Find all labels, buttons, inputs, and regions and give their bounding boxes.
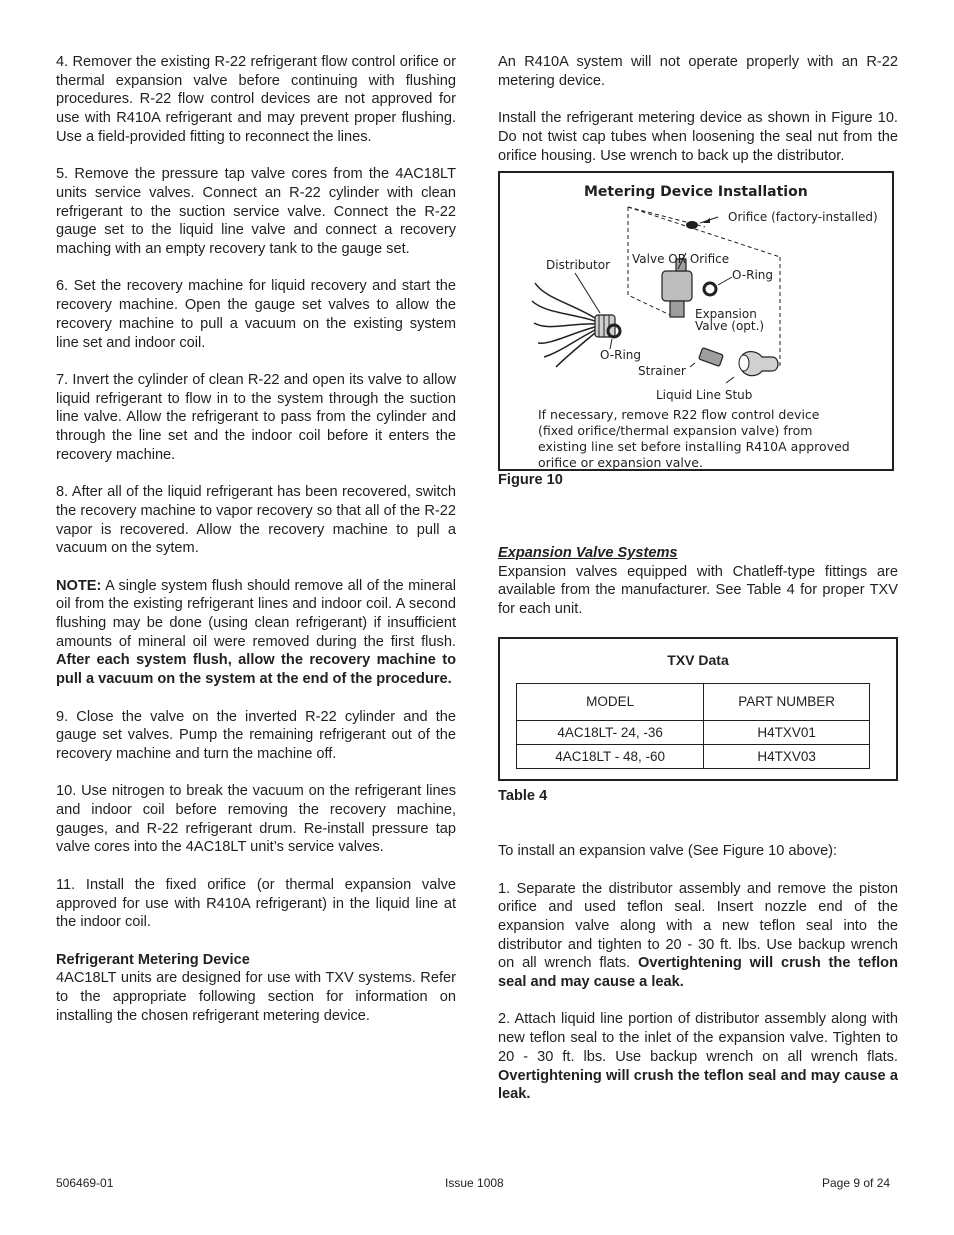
txv-data-table bbox=[516, 683, 870, 769]
figure-note-line-1: If necessary, remove R22 flow control device bbox=[538, 407, 820, 423]
label-strainer: Strainer bbox=[638, 364, 686, 379]
figure-note-line-2: (fixed orifice/thermal expansion valve) from bbox=[538, 423, 813, 439]
note-text: A single system flush should remove all of the mineral oil from the existing refrigerant lines and indoor coil. A second flushing may be done (using clean refrigerant) if insufficient amounts of mineral oil were removed during the first flush. bbox=[56, 577, 456, 650]
metering-device-diagram bbox=[500, 173, 896, 473]
footer-page-number: Page 9 of 24 bbox=[822, 1176, 891, 1190]
right-column bbox=[498, 53, 898, 1104]
r410a-paragraph: An R410A system will not operate properly with an R-22 metering device. bbox=[498, 54, 898, 89]
o-ring-top-icon bbox=[704, 277, 732, 295]
metering-section bbox=[56, 951, 456, 1026]
install-step-1-text: 1. Separate the distributor assembly and remove the piston orifice and used teflon seal. Insert nozzle end of the expansion valve along with a new teflon seal into the distributor and tighten to 20 - 30 ft. lbs. Use backup wrench on all wrench flats. bbox=[498, 880, 898, 972]
expansion-valve-text: Expansion valves equipped with Chatleff-type fittings are available from the manufacturer. See Table 4 for proper TXV for each unit. bbox=[498, 563, 898, 618]
distributor-tubes-icon bbox=[532, 283, 595, 367]
orifice-icon bbox=[686, 217, 718, 229]
table-4-caption: Table 4 bbox=[498, 788, 548, 805]
step-8-paragraph: 8. After all of the liquid refrigerant has been recovered, switch the recovery machine to vapor recovery so that all of the R-22 vapor is recovered. Allow the recovery machine to pull a vacuum on the sytem. bbox=[56, 484, 456, 557]
install-step-2-paragraph bbox=[498, 1010, 898, 1104]
figure-note-line-4: orifice or expansion valve. bbox=[538, 455, 703, 471]
table-row bbox=[517, 745, 870, 769]
label-valve-or-orifice: Valve OR Orifice bbox=[632, 252, 730, 267]
figure-title: Metering Device Installation bbox=[584, 184, 808, 201]
table-4-box bbox=[498, 637, 898, 781]
label-liquid-line-stub: Liquid Line Stub bbox=[656, 388, 753, 403]
step-6-paragraph: 6. Set the recovery machine for liquid recovery and start the recovery machine. Open the gauge set valves to allow the recovery machine to pull a vacuum on the existing system line set and indoor coil. bbox=[56, 278, 456, 351]
install-step-2-warning: Overtightening will crush the teflon seal and may cause a leak. bbox=[498, 1067, 898, 1103]
expansion-valve-section bbox=[498, 544, 898, 619]
figure-10-caption: Figure 10 bbox=[498, 472, 563, 489]
footer-issue: Issue 1008 bbox=[445, 1176, 504, 1190]
liquid-line-stub-icon bbox=[726, 352, 778, 383]
cell-part-number: H4TXV03 bbox=[704, 745, 870, 769]
install-step-2-text: 2. Attach liquid line portion of distributor assembly along with new teflon seal to the inlet of the expansion valve. Tighten to 20 - 30 ft. lbs. Use backup wrench on all wrench flats. bbox=[498, 1011, 898, 1065]
to-install-paragraph: To install an expansion valve (See Figure 10 above): bbox=[498, 843, 838, 860]
table-header-row bbox=[517, 684, 870, 721]
note-label: NOTE: bbox=[56, 577, 102, 594]
strainer-icon bbox=[690, 348, 723, 367]
step-5-paragraph: 5. Remove the pressure tap valve cores from the 4AC18LT units service valves. Connect an R-22 cylinder with clean refrigerant to the suction service valve. Connect the R-22 gauge set to the liquid line valve and connect a recovery maching with an empty recovery tank to the gauge set. bbox=[56, 166, 456, 258]
figure-note-line-3: existing line set before installing R410A approved bbox=[538, 439, 850, 455]
step-7-paragraph: 7. Invert the cylinder of clean R-22 and open its valve to allow liquid refrigerant to flow in to the system through the suction line valve. Allow the refrigerant to pass from the cylinder and through the line set and the indoor coil before it enters the recovery machine. bbox=[56, 371, 456, 463]
table-title: TXV Data bbox=[667, 652, 729, 669]
expansion-valve-heading: Expansion Valve Systems bbox=[498, 544, 678, 561]
step-11-paragraph: 11. Install the fixed orifice (or thermal expansion valve approved for use with R410A refrigerant) in the liquid line at the indoor coil. bbox=[56, 876, 456, 931]
step-10-paragraph: 10. Use nitrogen to break the vacuum on the refrigerant lines and indoor coil before removing the recovery machine, gauges, and R-22 refrigerant drum. Re-install pressure tap valve cores into the 4AC18LT unit’s service valves. bbox=[56, 783, 456, 856]
label-o-ring-top: O-Ring bbox=[732, 268, 774, 283]
left-column bbox=[56, 53, 456, 1025]
note-bold-text: After each system flush, allow the recovery machine to pull a vacuum on the system at the end of the procedure. bbox=[56, 652, 456, 688]
label-distributor: Distributor bbox=[546, 258, 611, 273]
label-expansion: Expansion bbox=[695, 307, 757, 322]
label-o-ring-bottom: O-Ring bbox=[600, 348, 642, 363]
table-row bbox=[517, 721, 870, 745]
step-9-paragraph: 9. Close the valve on the inverted R-22 cylinder and the gauge set valves. Pump the remaining refrigerant out of the recovery machine and turn the machine off. bbox=[56, 708, 456, 762]
metering-heading: Refrigerant Metering Device bbox=[56, 951, 250, 968]
step-4-paragraph: 4. Remover the existing R-22 refrigerant flow control orifice or thermal expansion valve before continuing with flushing procedures. R-22 flow control devices are not approved for use with R410A refrigerant and may prevent proper flushing. Use a field-provided fitting to reconnect the lines. bbox=[56, 54, 456, 145]
label-valve-opt: Valve (opt.) bbox=[695, 319, 765, 334]
cell-model: 4AC18LT - 48, -60 bbox=[517, 745, 704, 769]
note-paragraph bbox=[56, 577, 456, 689]
label-orifice-factory: Orifice (factory-installed) bbox=[728, 210, 878, 225]
install-step-1-paragraph bbox=[498, 880, 898, 992]
header-model: MODEL bbox=[517, 684, 704, 721]
figure-10-box bbox=[498, 171, 894, 471]
footer-doc-number: 506469-01 bbox=[56, 1176, 114, 1190]
metering-text: 4AC18LT units are designed for use with TXV systems. Refer to the appropriate following section for information on installing the chosen refrigerant metering device. bbox=[56, 970, 456, 1024]
install-paragraph: Install the refrigerant metering device as shown in Figure 10. Do not twist cap tubes when loosening the seal nut from the orifice housing. Use wrench to back up the distributor. bbox=[498, 110, 898, 164]
install-step-1-warning: Overtightening will crush the teflon seal and may cause a leak. bbox=[498, 955, 898, 991]
cell-part-number: H4TXV01 bbox=[704, 721, 870, 745]
header-part-number: PART NUMBER bbox=[704, 684, 870, 721]
cell-model: 4AC18LT- 24, -36 bbox=[517, 721, 704, 745]
